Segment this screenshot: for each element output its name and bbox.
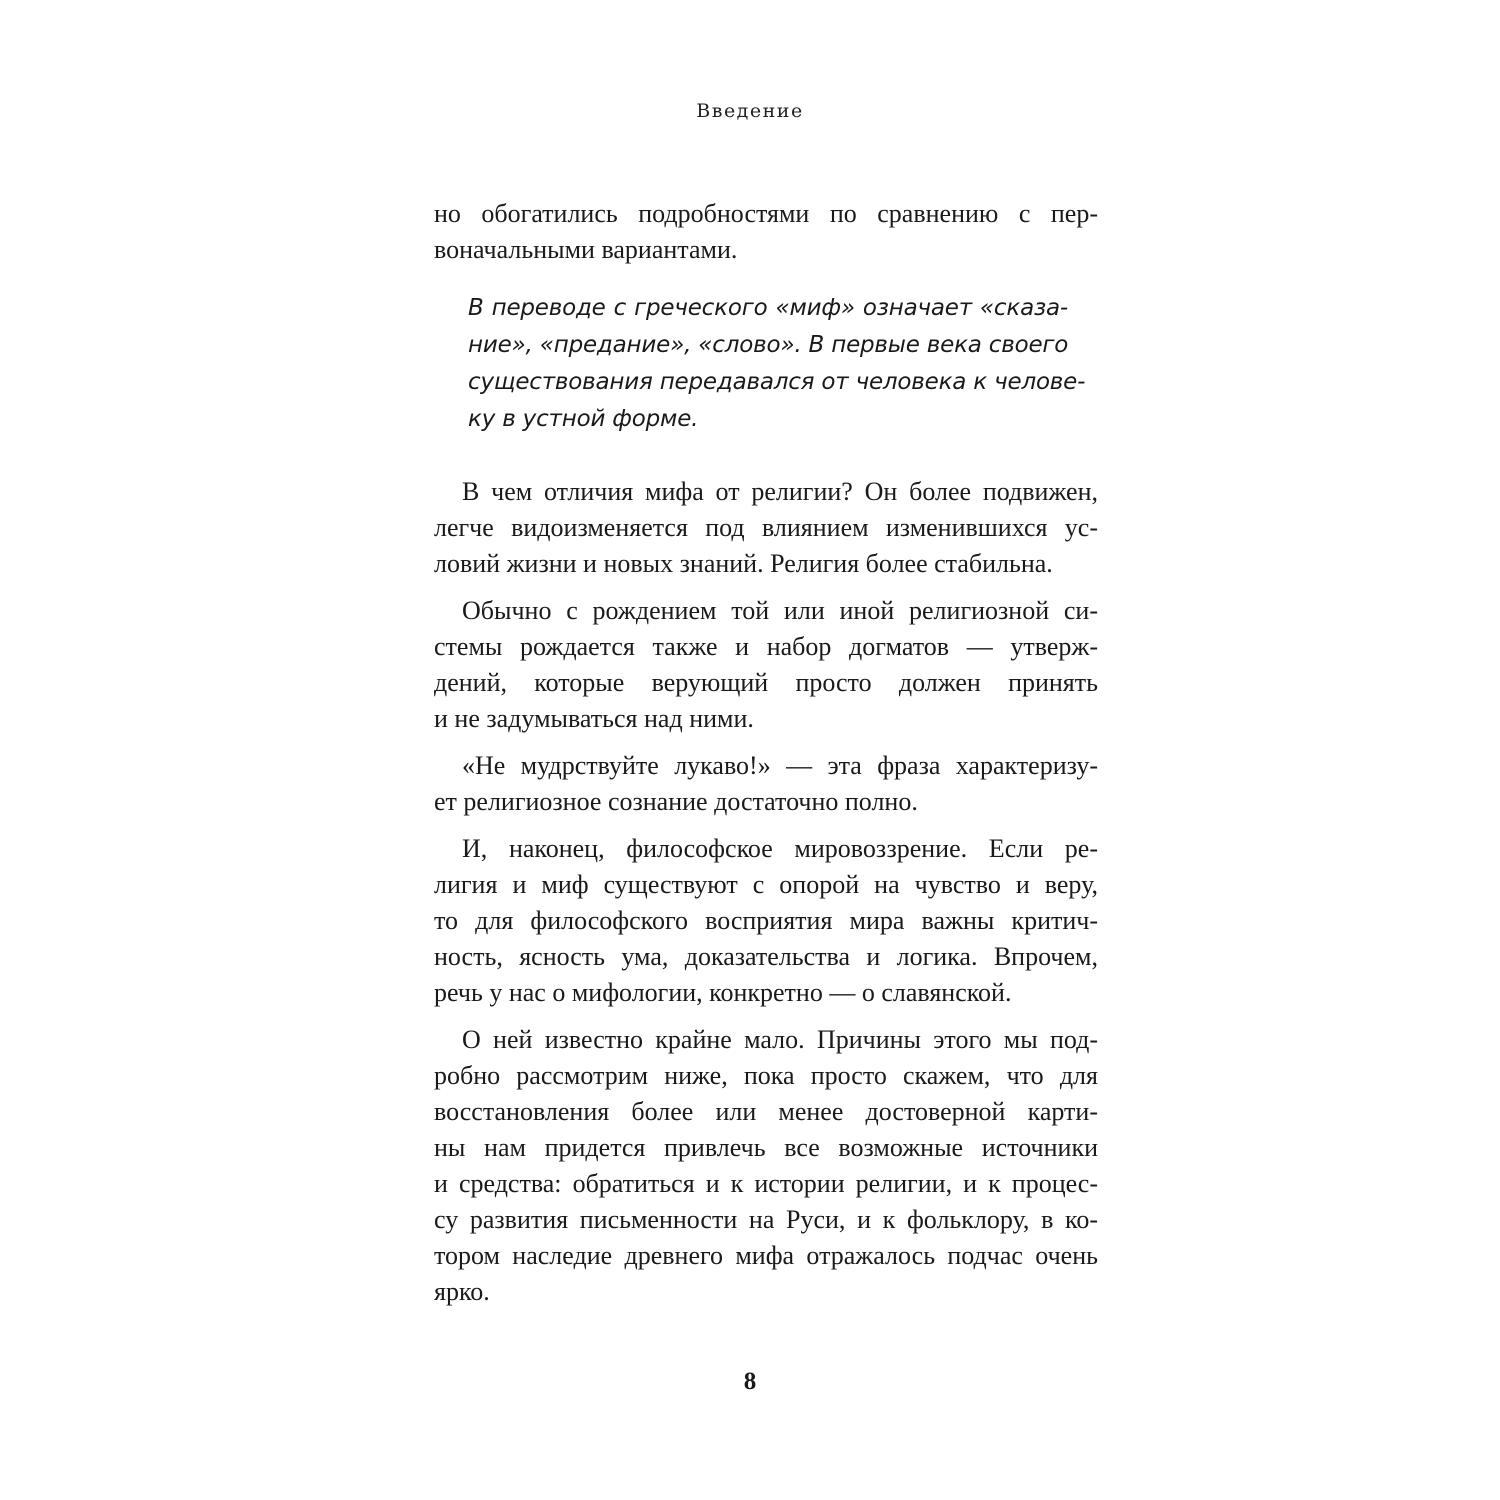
text-line: Обычно с рождением той или иной религиозной си- xyxy=(462,596,1098,625)
text-line: ность, ясность ума, доказательства и логика. Впрочем, xyxy=(434,942,1098,971)
text-line: восстановления более или менее достоверной карти- xyxy=(434,1097,1098,1126)
text-line: В чем отличия мифа от религии? Он более подвижен, xyxy=(462,477,1098,506)
main-text xyxy=(434,196,1098,1321)
text-line: дений, которые верующий просто должен принять xyxy=(434,668,1098,697)
paragraph-dogmas xyxy=(434,593,1098,737)
text-line: «Не мудрствуйте лукаво!» — эта фраза характеризу- xyxy=(462,751,1098,780)
text-line: су развития письменности на Руси, и к фольклору, в ко- xyxy=(434,1205,1098,1234)
paragraph-philosophy xyxy=(434,831,1098,1011)
text-line: ет религиозное сознание достаточно полно. xyxy=(434,787,918,816)
quote-line: ние», «предание», «слово». В первые века своего xyxy=(468,332,1069,358)
text-line: тором наследие древнего мифа отражалось подчас очень xyxy=(434,1241,1098,1270)
text-line: ны нам придется привлечь все возможные источники xyxy=(434,1133,1098,1162)
quote-line: существования передавался от человека к челове- xyxy=(468,369,1086,395)
paragraph-continuation xyxy=(434,196,1098,268)
quote-line: В переводе с греческого «миф» означает «сказа- xyxy=(468,295,1068,321)
quote-block xyxy=(434,290,1098,438)
text-line: И, наконец, философское мировоззрение. Если ре- xyxy=(462,834,1098,863)
text-line: робно рассмотрим ниже, пока просто скажем, что для xyxy=(434,1061,1098,1090)
paragraph-slavic-myth xyxy=(434,1022,1098,1310)
text-line: лигия и миф существуют с опорой на чувство и веру, xyxy=(434,870,1098,899)
text-line: и средства: обратиться и к истории религии, и к процес- xyxy=(434,1169,1098,1198)
text-line: стемы рождается также и набор догматов — утверж- xyxy=(434,632,1098,661)
text-line: ярко. xyxy=(434,1277,490,1306)
text-line: О ней известно крайне мало. Причины этого мы под- xyxy=(462,1025,1098,1054)
paragraph-phrase xyxy=(434,748,1098,820)
text-line: легче видоизменяется под влиянием изменившихся ус- xyxy=(434,513,1098,542)
text-line: воначальными вариантами. xyxy=(434,235,738,264)
quote-line: ку в устной форме. xyxy=(468,406,699,432)
running-head: Введение xyxy=(696,100,804,122)
paragraph-myth-vs-religion xyxy=(434,474,1098,582)
text-line: то для философского восприятия мира важны критич- xyxy=(434,906,1098,935)
text-line: речь у нас о мифологии, конкретно — о славянской. xyxy=(434,978,1012,1007)
text-line: ловий жизни и новых знаний. Религия более стабильна. xyxy=(434,549,1053,578)
text-line: но обогатились подробностями по сравнению с пер- xyxy=(434,199,1098,228)
text-line: и не задумываться над ними. xyxy=(434,704,754,733)
page-number: 8 xyxy=(743,1368,757,1395)
